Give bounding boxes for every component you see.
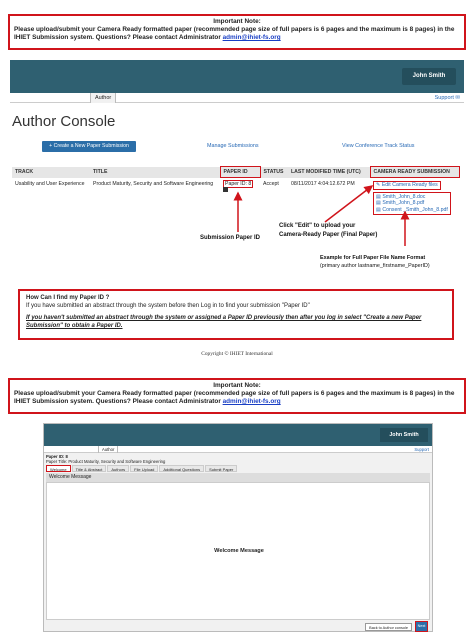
col-track: TRACK [12, 167, 90, 178]
col-paper-id: PAPER ID [220, 167, 260, 178]
wizard-tab-submit-paper[interactable]: Submit Paper [205, 465, 237, 472]
wizard-tab-title-abstract[interactable]: Title & Abstract [72, 465, 107, 472]
paper-id-value: Paper ID: 8 [225, 181, 252, 187]
important-note-2 [8, 378, 466, 414]
callout-arrows [0, 0, 474, 290]
cell-status: Accept [263, 180, 279, 187]
cell-modified: 08/11/2017 4:04:12.672 PM [291, 180, 355, 187]
screen2-support-link[interactable]: Support [414, 447, 429, 452]
wizard-tabs [46, 465, 238, 472]
mail-icon: ✉ [455, 95, 460, 101]
note-line1: Please upload/submit your Camera Ready formatted paper (recommended page size of full papers is 6 pages and the maximum is 8 pages) in the [14, 26, 455, 34]
screen2-navbar [44, 424, 432, 446]
note-heading: Important Note: [213, 18, 261, 25]
file-link-consent[interactable]: ▤ Consent _Smith_John_8.pdf [376, 206, 448, 213]
page-title: Author Console [12, 113, 116, 130]
col-title: TITLE [90, 167, 220, 178]
screen2-tab-author[interactable]: Author [98, 446, 118, 453]
col-camera-ready: CAMERA READY SUBMISSION [370, 167, 460, 178]
user-menu-button[interactable]: John Smith [402, 68, 456, 85]
support-link[interactable]: Support ✉ [434, 95, 460, 101]
cell-track: Usability and User Experience [15, 180, 85, 187]
screen2-subbar [44, 446, 432, 453]
panel-heading: Welcome Message [46, 473, 430, 482]
track-status-link[interactable]: View Conference Track Status [342, 143, 415, 149]
admin-email-link[interactable]: admin@ihiet-fs.org [222, 34, 281, 42]
cell-title: Product Maturity, Security and Software Engineering [93, 180, 214, 187]
back-to-console-button[interactable]: Back to Author console [365, 623, 412, 631]
welcome-panel [46, 482, 430, 620]
filename-callout: Example for Full Paper File Name Format (primary author lastname_firstname_PaperID) [320, 255, 430, 269]
wizard-tab-welcome[interactable]: Welcome [46, 465, 71, 472]
note2-line2: IHIET Submission system. Questions? Please contact Administrator [14, 398, 221, 406]
copyright: Copyright © IHIET International [201, 351, 273, 357]
welcome-message: Welcome Message [214, 548, 264, 554]
edit-camera-ready-link[interactable]: ✎ Edit Camera Ready files [373, 181, 441, 190]
col-modified: LAST MODIFIED TIME (UTC) [288, 167, 370, 178]
edit-icon: ✎ [376, 182, 381, 188]
tab-author[interactable]: Author [90, 93, 116, 103]
edit-callout: Click "Edit" to upload your Camera-Ready Paper (Final Paper) [279, 223, 378, 238]
screen2-user-button[interactable]: John Smith [380, 428, 428, 442]
wizard-tab-file-upload[interactable]: File Upload [130, 465, 158, 472]
file-link-pdf[interactable]: ▤ Smith_John_8.pdf [376, 200, 425, 207]
wizard-tab-additional-questions[interactable]: Additional Questions [159, 465, 204, 472]
faq-answer-1: If you have submitted an abstract through the system before then Log in to find your submission "Paper ID" [26, 303, 310, 309]
note2-heading: Important Note: [213, 382, 261, 389]
admin-email-link-2[interactable]: admin@ihiet-fs.org [222, 398, 281, 406]
note-line2: IHIET Submission system. Questions? Please contact Administrator [14, 34, 221, 42]
faq-question: How Can I find my Paper ID ? [26, 295, 110, 301]
faq-answer-2: If you haven't submitted an abstract through the system or assigned a Paper ID previously then after you log in select "Create a new Paper Submission" to obtain a Paper ID. [26, 315, 422, 329]
create-submission-button[interactable]: + Create a New Paper Submission [42, 141, 136, 152]
next-button[interactable]: Next [415, 621, 428, 632]
submission-screen [43, 423, 433, 632]
faq-box [18, 289, 454, 340]
wizard-tab-authors[interactable]: Authors [107, 465, 129, 472]
col-status: STATUS [260, 167, 288, 178]
note2-line1: Please upload/submit your Camera Ready formatted paper (recommended page size of full papers is 6 pages and the maximum is 8 pages) in the [14, 390, 455, 398]
file-link-doc[interactable]: ▤ Smith_John_8.doc [376, 193, 426, 200]
paper-info: Paper ID: 8 Paper Title: Product Maturity, Security and Software Engineering [46, 454, 166, 464]
paper-id-callout: Submission Paper ID [200, 235, 261, 241]
manage-submissions-link[interactable]: Manage Submissions [207, 143, 259, 149]
